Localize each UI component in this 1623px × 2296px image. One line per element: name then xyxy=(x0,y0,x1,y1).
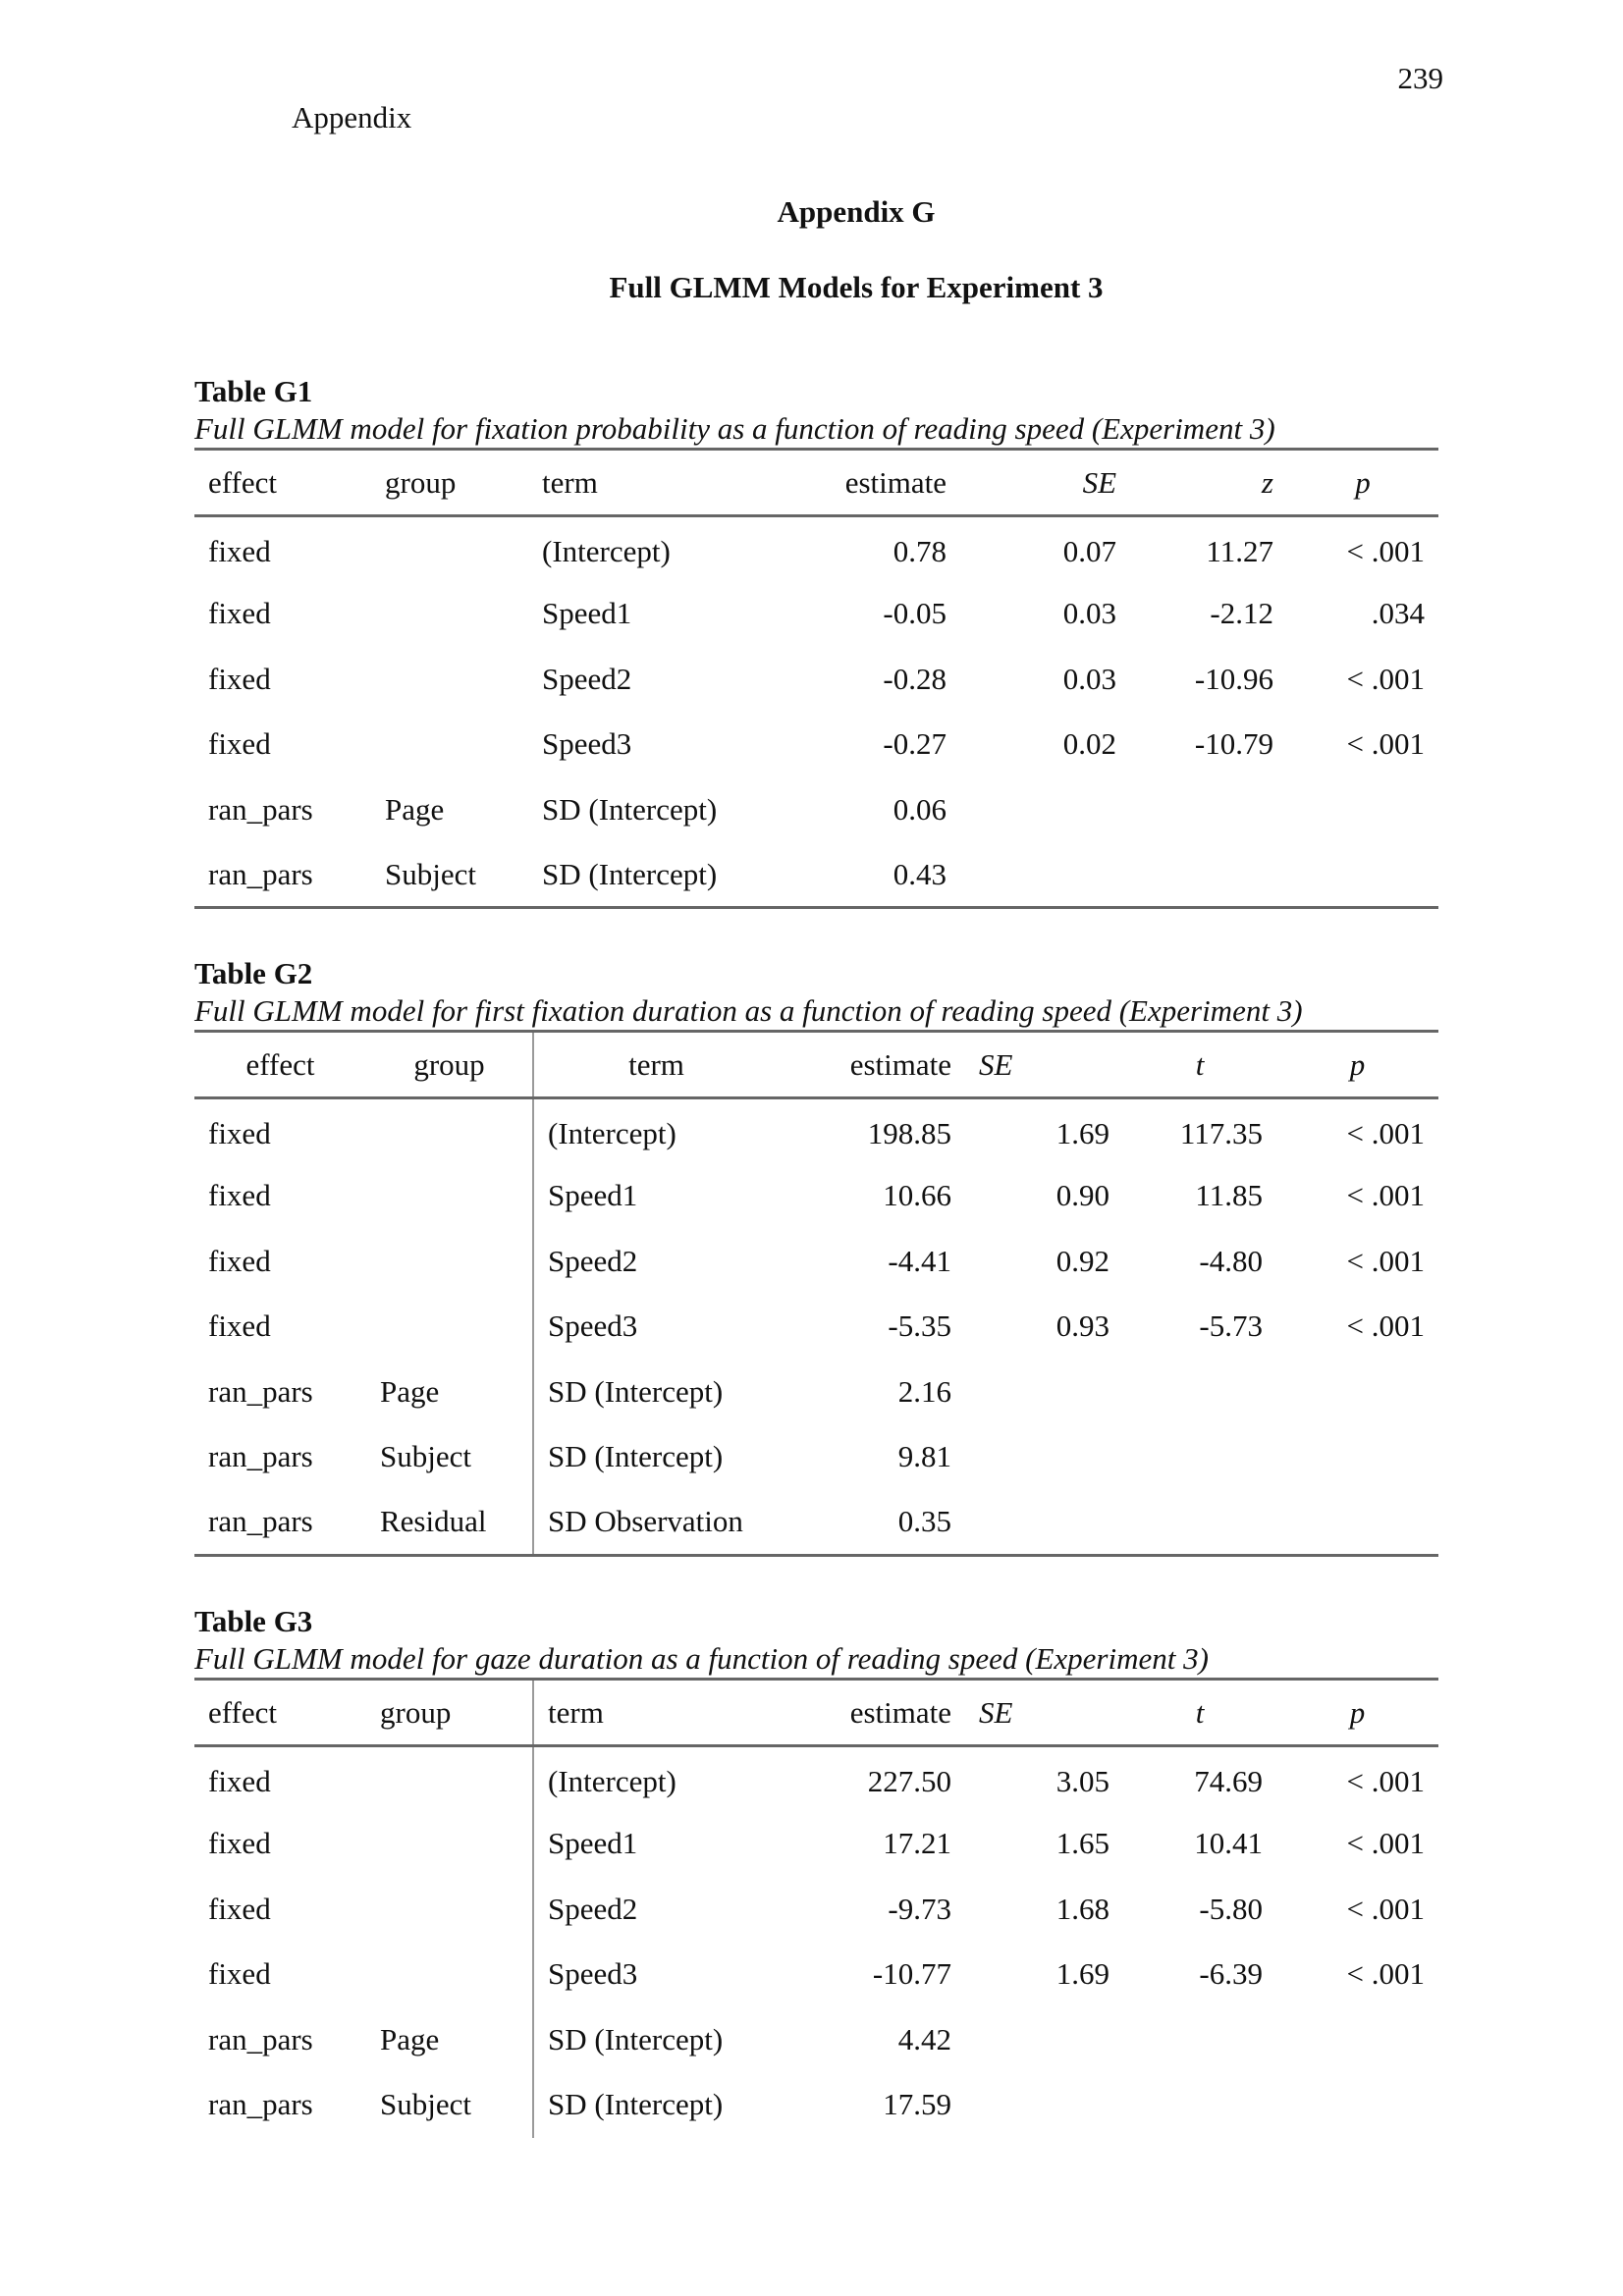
cell-p xyxy=(1276,1360,1438,1425)
col-header-group: group xyxy=(385,464,457,500)
cell-group xyxy=(371,712,528,777)
col-header-estimate: estimate xyxy=(849,1046,951,1082)
cell-group: Subject xyxy=(385,856,476,891)
col-header-group: group xyxy=(380,1694,452,1730)
cell-effect: fixed xyxy=(208,1178,271,1213)
cell-group: Subject xyxy=(380,1439,471,1474)
cell-term: Speed3 xyxy=(542,726,632,762)
cell-effect: fixed xyxy=(208,1115,271,1150)
col-header-estimate: estimate xyxy=(849,1694,951,1730)
cell-term: Speed2 xyxy=(542,661,632,696)
table-row xyxy=(194,2007,1438,2073)
col-header-se: SE xyxy=(979,1046,1013,1082)
col-header-se: SE xyxy=(979,1694,1013,1730)
cell-estimate: 198.85 xyxy=(867,1115,951,1150)
cell-group: Page xyxy=(380,1373,440,1409)
cell-statistic xyxy=(1130,842,1287,908)
col-header-se: SE xyxy=(1082,464,1116,500)
cell-se: 0.02 xyxy=(1062,726,1116,762)
cell-term: SD (Intercept) xyxy=(533,1424,779,1490)
appendix-title: Appendix G xyxy=(777,194,936,229)
running-head: Appendix xyxy=(292,100,412,134)
table-title: Full GLMM model for gaze duration as a function of reading speed (Experiment 3) xyxy=(194,1641,1209,1676)
cell-statistic xyxy=(1123,1424,1276,1490)
cell-statistic: 74.69 xyxy=(1194,1763,1263,1798)
table-number: Table G1 xyxy=(194,374,313,408)
cell-estimate: 2.16 xyxy=(897,1373,951,1409)
cell-se xyxy=(960,777,1130,843)
cell-term: Speed1 xyxy=(542,596,632,631)
cell-estimate: 4.42 xyxy=(897,2021,951,2056)
cell-term: Speed1 xyxy=(533,1163,779,1229)
cell-p: < .001 xyxy=(1346,1763,1425,1798)
table-row xyxy=(194,1163,1438,1229)
table-title: Full GLMM model for fixation probability as a function of reading speed (Experiment 3) xyxy=(194,411,1275,446)
cell-estimate: 17.21 xyxy=(883,1826,951,1861)
cell-estimate: 0.78 xyxy=(893,533,947,568)
col-header-term: term xyxy=(542,464,598,500)
cell-p xyxy=(1276,1490,1438,1556)
cell-term: Speed3 xyxy=(533,1294,779,1360)
cell-effect: ran_pars xyxy=(208,791,313,827)
col-header-term: term xyxy=(533,1680,779,1746)
cell-effect: fixed xyxy=(208,661,271,696)
col-header-effect: effect xyxy=(208,1694,277,1730)
cell-term: (Intercept) xyxy=(542,533,671,568)
cell-statistic: 117.35 xyxy=(1179,1115,1263,1150)
cell-p: < .001 xyxy=(1346,1243,1425,1278)
table-title: Full GLMM model for first fixation duration as a function of reading speed (Experiment 3) xyxy=(194,993,1303,1028)
data-table xyxy=(194,1678,1438,2138)
cell-statistic: -5.80 xyxy=(1199,1891,1263,1926)
cell-se: 1.69 xyxy=(1055,1115,1109,1150)
cell-effect: fixed xyxy=(208,1826,271,1861)
cell-term: SD (Intercept) xyxy=(533,2072,779,2138)
cell-estimate: 0.43 xyxy=(893,856,947,891)
cell-se: 0.90 xyxy=(1055,1178,1109,1213)
cell-statistic: -10.96 xyxy=(1194,661,1273,696)
cell-term: SD (Intercept) xyxy=(533,1360,779,1425)
cell-group xyxy=(366,1229,533,1295)
cell-estimate: 9.81 xyxy=(897,1439,951,1474)
cell-p: < .001 xyxy=(1346,533,1425,568)
cell-statistic: -2.12 xyxy=(1210,596,1273,631)
data-table xyxy=(194,1030,1438,1557)
cell-se: 1.68 xyxy=(1055,1891,1109,1926)
cell-se: 1.65 xyxy=(1055,1826,1109,1861)
cell-se: 0.92 xyxy=(1055,1243,1109,1278)
cell-effect: fixed xyxy=(208,1763,271,1798)
cell-effect: ran_pars xyxy=(208,1504,313,1538)
table-number: Table G3 xyxy=(194,1604,313,1638)
header-row xyxy=(194,450,1438,516)
cell-statistic xyxy=(1123,2072,1276,2138)
table-row xyxy=(194,1360,1438,1425)
table-row xyxy=(194,1229,1438,1295)
cell-p xyxy=(1276,2072,1438,2138)
table-g2 xyxy=(194,955,1438,1557)
cell-effect: fixed xyxy=(208,1243,271,1278)
cell-term: SD Observation xyxy=(533,1490,779,1556)
cell-estimate: -0.27 xyxy=(883,726,947,762)
col-header-term: term xyxy=(533,1032,779,1098)
table-row xyxy=(194,1490,1438,1556)
cell-statistic xyxy=(1123,2007,1276,2073)
cell-statistic xyxy=(1123,1490,1276,1556)
cell-group xyxy=(371,516,528,582)
cell-effect: fixed xyxy=(208,726,271,762)
cell-se xyxy=(965,1360,1123,1425)
col-header-effect: effect xyxy=(245,1046,315,1082)
col-header-estimate: estimate xyxy=(844,464,947,500)
cell-group xyxy=(366,1811,533,1877)
cell-p xyxy=(1287,777,1438,843)
cell-group xyxy=(366,1942,533,2007)
cell-estimate: 10.66 xyxy=(883,1178,951,1213)
page-number: 239 xyxy=(1397,61,1443,95)
table-row xyxy=(194,842,1438,908)
table-row xyxy=(194,581,1438,647)
cell-effect: ran_pars xyxy=(208,2087,313,2122)
cell-p: < .001 xyxy=(1346,1956,1425,1992)
cell-se xyxy=(960,842,1130,908)
cell-se: 0.07 xyxy=(1062,533,1116,568)
appendix-subtitle: Full GLMM Models for Experiment 3 xyxy=(609,270,1104,304)
cell-term: Speed2 xyxy=(533,1877,779,1943)
col-header-statistic: t xyxy=(1195,1694,1205,1730)
table-row xyxy=(194,2072,1438,2138)
cell-se xyxy=(965,2007,1123,2073)
col-header-p: p xyxy=(1349,1694,1366,1730)
cell-group xyxy=(366,1163,533,1229)
cell-statistic xyxy=(1130,777,1287,843)
cell-group xyxy=(371,647,528,713)
cell-p: < .001 xyxy=(1346,726,1425,762)
table-row xyxy=(194,1811,1438,1877)
cell-term: SD (Intercept) xyxy=(542,856,718,891)
cell-group xyxy=(366,1746,533,1812)
cell-term: SD (Intercept) xyxy=(542,791,718,827)
cell-effect: ran_pars xyxy=(208,856,313,891)
cell-effect: fixed xyxy=(208,1891,271,1926)
cell-estimate: -5.35 xyxy=(888,1308,951,1344)
cell-statistic: -4.80 xyxy=(1199,1243,1263,1278)
cell-effect: fixed xyxy=(208,1308,271,1344)
col-header-statistic: z xyxy=(1261,464,1273,500)
cell-p: < .001 xyxy=(1346,661,1425,696)
table-row xyxy=(194,647,1438,713)
table-number: Table G2 xyxy=(194,956,313,990)
cell-se xyxy=(965,1490,1123,1556)
table-row xyxy=(194,1294,1438,1360)
cell-group: Page xyxy=(380,2021,440,2056)
cell-statistic: -5.73 xyxy=(1199,1308,1263,1344)
table-row xyxy=(194,1942,1438,2007)
table-row xyxy=(194,712,1438,777)
cell-estimate: -9.73 xyxy=(888,1891,951,1926)
cell-group xyxy=(371,581,528,647)
cell-se: 1.69 xyxy=(1055,1956,1109,1992)
cell-estimate: 227.50 xyxy=(867,1763,951,1798)
cell-statistic: 11.85 xyxy=(1195,1178,1263,1213)
cell-statistic: 11.27 xyxy=(1206,533,1273,568)
cell-se: 0.03 xyxy=(1062,596,1116,631)
cell-p xyxy=(1287,842,1438,908)
cell-estimate: 0.06 xyxy=(893,791,947,827)
cell-effect: ran_pars xyxy=(208,1439,313,1474)
table-row xyxy=(194,1424,1438,1490)
cell-estimate: -0.28 xyxy=(883,661,947,696)
cell-p: .034 xyxy=(1371,596,1425,631)
col-header-group: group xyxy=(413,1046,485,1082)
cell-p xyxy=(1276,1424,1438,1490)
col-header-effect: effect xyxy=(208,464,277,500)
header-row xyxy=(194,1680,1438,1746)
cell-effect: fixed xyxy=(208,533,271,568)
table-row xyxy=(194,777,1438,843)
cell-statistic xyxy=(1123,1360,1276,1425)
table-row xyxy=(194,516,1438,582)
cell-statistic: -10.79 xyxy=(1194,726,1273,762)
table-row xyxy=(194,1098,1438,1164)
cell-estimate: -10.77 xyxy=(872,1956,951,1992)
cell-estimate: -0.05 xyxy=(883,596,947,631)
cell-effect: fixed xyxy=(208,596,271,631)
cell-p: < .001 xyxy=(1346,1891,1425,1926)
header-row xyxy=(194,1032,1438,1098)
cell-term: SD (Intercept) xyxy=(533,2007,779,2073)
cell-effect: ran_pars xyxy=(208,1373,313,1409)
table-row xyxy=(194,1746,1438,1812)
cell-group xyxy=(366,1098,533,1164)
col-header-p: p xyxy=(1355,464,1371,500)
cell-group: Page xyxy=(385,791,445,827)
cell-estimate: -4.41 xyxy=(888,1243,951,1278)
cell-term: (Intercept) xyxy=(533,1746,779,1812)
cell-term: Speed2 xyxy=(533,1229,779,1295)
cell-p: < .001 xyxy=(1346,1178,1425,1213)
cell-p: < .001 xyxy=(1346,1308,1425,1344)
table-g1 xyxy=(194,373,1438,909)
cell-group: Residual xyxy=(380,1504,487,1538)
cell-term: Speed1 xyxy=(533,1811,779,1877)
cell-p xyxy=(1276,2007,1438,2073)
data-table xyxy=(194,448,1438,909)
cell-se xyxy=(965,2072,1123,2138)
cell-term: Speed3 xyxy=(533,1942,779,2007)
cell-statistic: 10.41 xyxy=(1194,1826,1263,1861)
cell-se: 0.03 xyxy=(1062,661,1116,696)
cell-effect: fixed xyxy=(208,1956,271,1992)
cell-estimate: 17.59 xyxy=(883,2087,951,2122)
cell-estimate: 0.35 xyxy=(897,1504,951,1538)
cell-p: < .001 xyxy=(1346,1826,1425,1861)
cell-se: 0.93 xyxy=(1055,1308,1109,1344)
col-header-p: p xyxy=(1349,1046,1366,1082)
cell-p: < .001 xyxy=(1346,1115,1425,1150)
cell-group xyxy=(366,1294,533,1360)
cell-se: 3.05 xyxy=(1055,1763,1109,1798)
table-g3 xyxy=(194,1603,1438,2138)
col-header-statistic: t xyxy=(1195,1046,1205,1082)
cell-se xyxy=(965,1424,1123,1490)
cell-effect: ran_pars xyxy=(208,2021,313,2056)
table-row xyxy=(194,1877,1438,1943)
cell-group: Subject xyxy=(380,2087,471,2122)
cell-group xyxy=(366,1877,533,1943)
cell-statistic: -6.39 xyxy=(1199,1956,1263,1992)
cell-term: (Intercept) xyxy=(533,1098,779,1164)
